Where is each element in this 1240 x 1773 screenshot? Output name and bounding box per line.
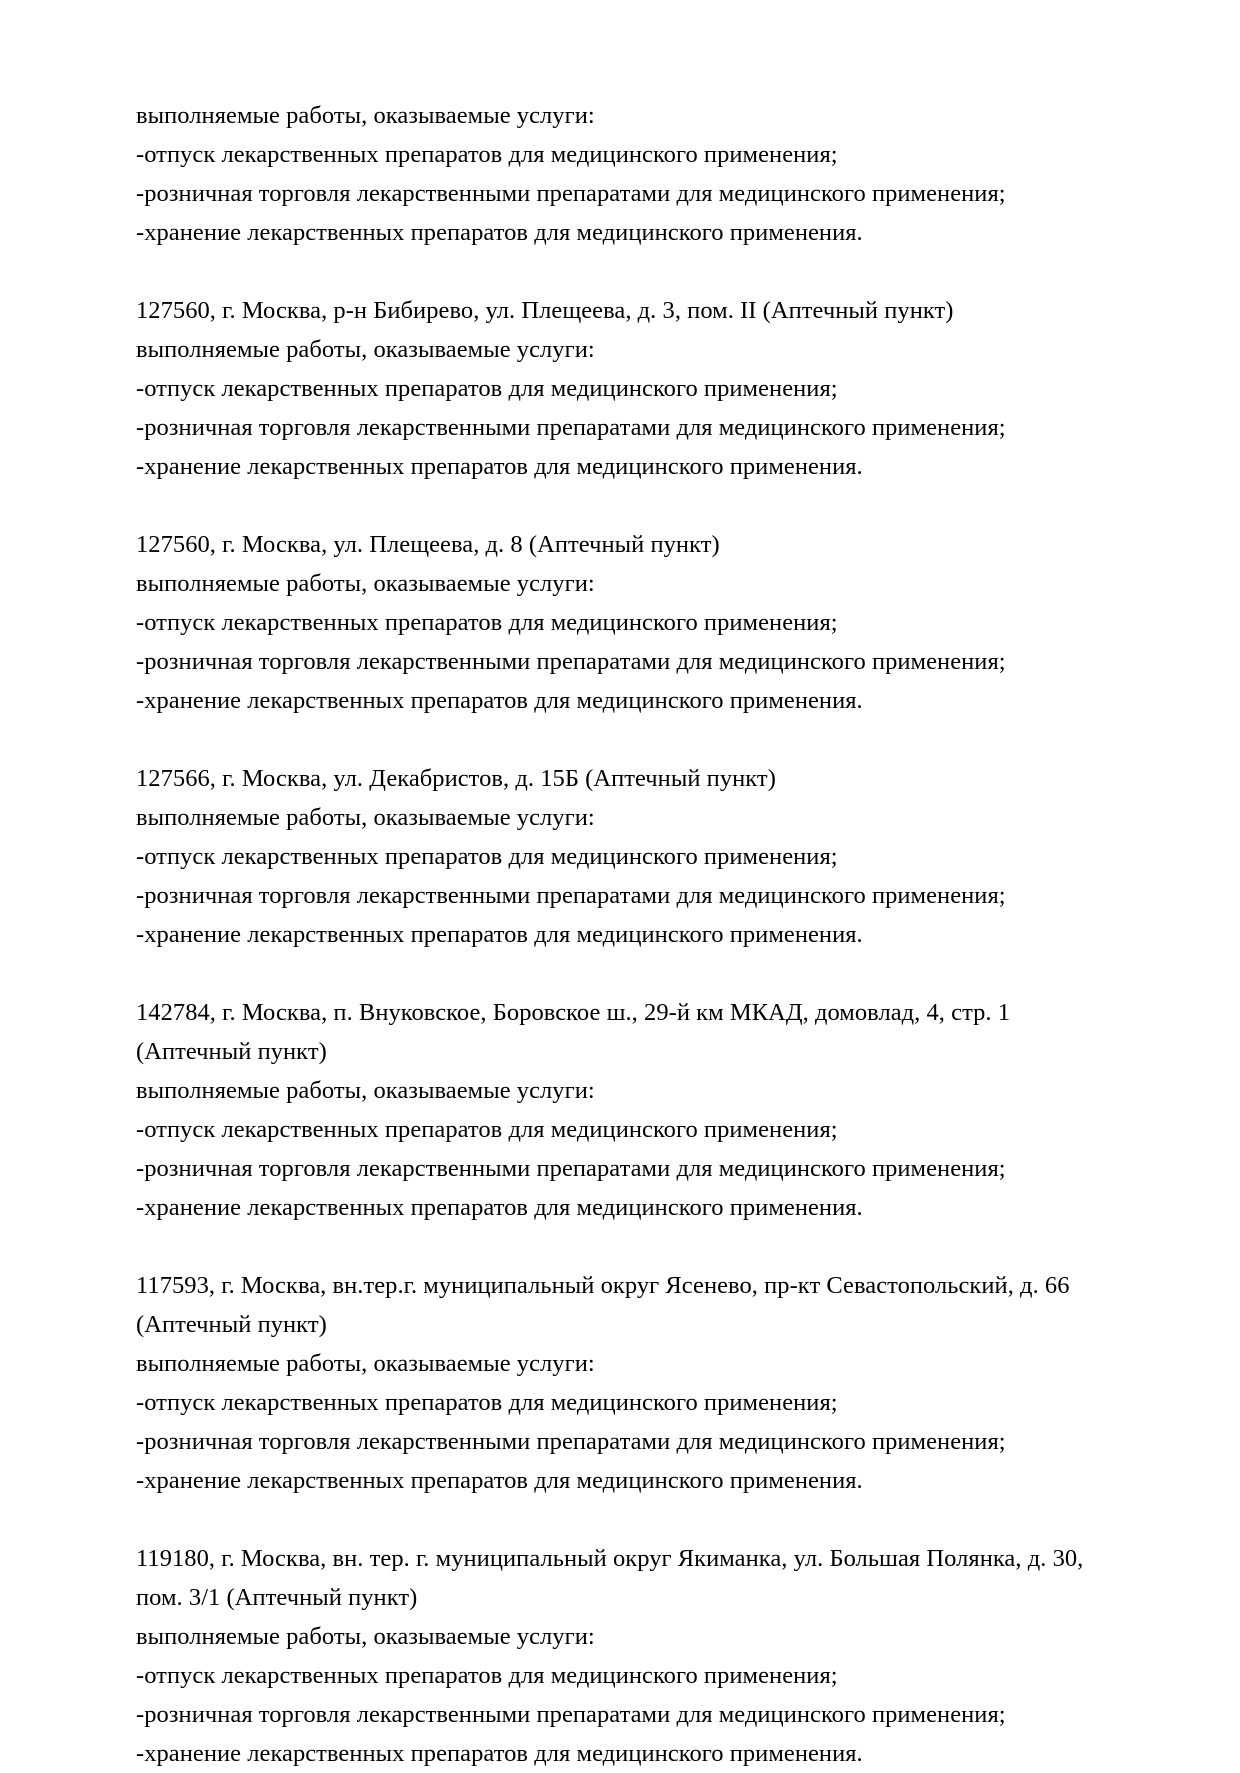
services-header: выполняемые работы, оказываемые услуги: (136, 1623, 595, 1650)
service-item-retail: -розничная торговля лекарственными препаратами для медицинского применения; (136, 1701, 1006, 1728)
service-item-dispensing: -отпуск лекарственных препаратов для медицинского применения; (136, 375, 838, 402)
service-item-retail: -розничная торговля лекарственными препаратами для медицинского применения; (136, 1155, 1006, 1182)
service-item-retail: -розничная торговля лекарственными препаратами для медицинского применения; (136, 1428, 1006, 1455)
service-item-storage: -хранение лекарственных препаратов для медицинского применения. (136, 453, 863, 480)
services-header: выполняемые работы, оказываемые услуги: (136, 102, 595, 129)
service-item-retail: -розничная торговля лекарственными препаратами для медицинского применения; (136, 648, 1006, 675)
service-item-dispensing: -отпуск лекарственных препаратов для медицинского применения; (136, 1662, 838, 1689)
address-heading: 127566, г. Москва, ул. Декабристов, д. 15Б (Аптечный пункт) (136, 765, 776, 792)
services-header: выполняемые работы, оказываемые услуги: (136, 570, 595, 597)
service-item-retail: -розничная торговля лекарственными препаратами для медицинского применения; (136, 882, 1006, 909)
service-item-dispensing: -отпуск лекарственных препаратов для медицинского применения; (136, 1389, 838, 1416)
service-item-storage: -хранение лекарственных препаратов для медицинского применения. (136, 219, 863, 246)
address-heading: 127560, г. Москва, ул. Плещеева, д. 8 (Аптечный пункт) (136, 531, 720, 558)
services-header: выполняемые работы, оказываемые услуги: (136, 336, 595, 363)
address-heading: 142784, г. Москва, п. Внуковское, Боровское ш., 29-й км МКАД, домовлад, 4, стр. 1 (Аптечный пункт) (136, 999, 1017, 1065)
address-heading: 117593, г. Москва, вн.тер.г. муниципальный округ Ясенево, пр-кт Севастопольский, д. 66 (Аптечный пункт) (136, 1272, 1076, 1338)
services-header: выполняемые работы, оказываемые услуги: (136, 804, 595, 831)
address-block (136, 525, 1104, 720)
service-item-storage: -хранение лекарственных препаратов для медицинского применения. (136, 1740, 863, 1767)
address-block (136, 993, 1104, 1227)
services-header: выполняемые работы, оказываемые услуги: (136, 1077, 595, 1104)
services-header: выполняемые работы, оказываемые услуги: (136, 1350, 595, 1377)
service-item-storage: -хранение лекарственных препаратов для медицинского применения. (136, 687, 863, 714)
address-block (136, 1266, 1104, 1500)
service-item-storage: -хранение лекарственных препаратов для медицинского применения. (136, 921, 863, 948)
address-block (136, 759, 1104, 954)
service-item-retail: -розничная торговля лекарственными препаратами для медицинского применения; (136, 180, 1006, 207)
service-item-dispensing: -отпуск лекарственных препаратов для медицинского применения; (136, 141, 838, 168)
document-body (136, 96, 1104, 1773)
address-heading: 119180, г. Москва, вн. тер. г. муниципальный округ Якиманка, ул. Большая Полянка, д. 30, пом. 3/1 (Аптечный пункт) (136, 1545, 1090, 1611)
service-item-dispensing: -отпуск лекарственных препаратов для медицинского применения; (136, 1116, 838, 1143)
address-heading: 127560, г. Москва, р-н Бибирево, ул. Плещеева, д. 3, пом. II (Аптечный пункт) (136, 297, 954, 324)
service-item-dispensing: -отпуск лекарственных препаратов для медицинского применения; (136, 843, 838, 870)
service-item-retail: -розничная торговля лекарственными препаратами для медицинского применения; (136, 414, 1006, 441)
service-item-dispensing: -отпуск лекарственных препаратов для медицинского применения; (136, 609, 838, 636)
address-block (136, 96, 1104, 252)
service-item-storage: -хранение лекарственных препаратов для медицинского применения. (136, 1467, 863, 1494)
service-item-storage: -хранение лекарственных препаратов для медицинского применения. (136, 1194, 863, 1221)
address-block (136, 1539, 1104, 1773)
address-block (136, 291, 1104, 486)
